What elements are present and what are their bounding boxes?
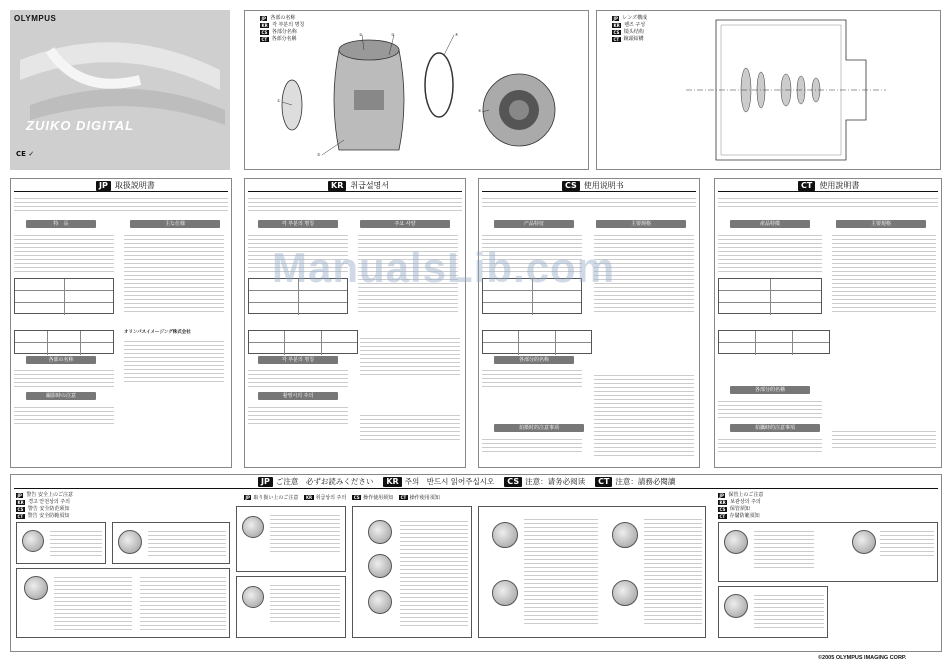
parts-names-pill: 각 부분의 명칭	[258, 356, 338, 364]
lens-illustration	[368, 554, 392, 578]
legend-text: 각 부분의 명칭	[272, 22, 305, 28]
legend-text: 警告 安全防範須知	[27, 513, 70, 519]
storage-text	[754, 528, 814, 568]
shooting-caution-pill: 촬영시의 주의	[258, 392, 338, 400]
lang-tag: KR	[383, 477, 401, 487]
copyright: ©2005 OLYMPUS IMAGING CORP.	[818, 655, 907, 661]
specs-text	[832, 232, 936, 312]
legend-text: 操作使用须知	[363, 495, 394, 501]
callout-1: ①	[277, 98, 281, 103]
compat-table	[248, 330, 358, 354]
parts-list	[248, 367, 348, 387]
lens-cross-section	[596, 10, 941, 170]
caution-text: 注意：請務必閱讀	[615, 477, 676, 486]
features-pill: 产品特征	[494, 220, 574, 228]
lang-tag: CS	[353, 494, 360, 500]
callout-4: ④	[455, 32, 459, 37]
compat-table	[14, 330, 114, 354]
specs-pill: 主要规格	[596, 220, 686, 228]
section-title: 취급설명서	[350, 181, 389, 190]
specs-pill: 主な仕様	[130, 220, 220, 228]
intro-text	[14, 195, 228, 213]
specs-pill: 주요 사양	[360, 220, 450, 228]
company-info	[124, 338, 224, 382]
lang-tag: JP	[245, 494, 250, 500]
lang-tag: JP	[17, 492, 22, 498]
divider	[14, 488, 938, 489]
caution-text: 注意：请务必阅读	[525, 477, 586, 486]
warning-text	[50, 528, 102, 558]
handling-caution-legend	[244, 494, 440, 501]
lang-tag: CS	[719, 506, 726, 512]
callout-5: ⑤	[317, 152, 321, 157]
certification-marks: CE ✓	[16, 150, 35, 158]
taiwan-contact	[832, 428, 936, 448]
parts-list	[482, 367, 582, 387]
lang-tag: CS	[562, 181, 580, 191]
spec-table	[14, 278, 114, 314]
storage-caution-legend	[718, 492, 763, 520]
lang-tag: KR	[328, 181, 346, 191]
shooting-caution-text	[14, 404, 114, 424]
cover-swirl-graphic	[10, 10, 230, 170]
features-text	[718, 232, 822, 274]
section-title: 使用说明书	[583, 181, 624, 190]
lens-illustration	[492, 580, 518, 606]
handling-text	[270, 582, 340, 622]
lens-illustration	[612, 580, 638, 606]
legend-text: 各部の名称	[270, 15, 296, 21]
lens-illustration	[612, 522, 638, 548]
parts-names-pill: 各部分的名称	[494, 356, 574, 364]
legend-text: 取り扱い上のご注意	[253, 495, 299, 501]
cs-section-header	[562, 180, 624, 191]
section-title: 取扱説明書	[114, 181, 155, 190]
lang-tag: KR	[613, 22, 620, 28]
legend-text: 취급상의 주의	[315, 495, 347, 501]
callout-2: ②	[359, 32, 363, 37]
lang-tag: CS	[17, 506, 24, 512]
lang-tag: JP	[719, 492, 724, 498]
lang-tag: KR	[261, 22, 268, 28]
korea-contact	[360, 412, 460, 442]
product-name: ZUIKO DIGITAL	[26, 118, 135, 133]
spec-table	[718, 278, 822, 314]
lens-illustration	[242, 516, 264, 538]
lens-illustration	[724, 530, 748, 554]
lang-tag: CT	[261, 36, 268, 42]
lang-tag: CT	[400, 494, 407, 500]
parts-names-pill: 各部分的名稱	[730, 386, 810, 394]
lens-illustration	[368, 590, 392, 614]
legend-text: レンズ構成	[622, 15, 648, 21]
specs-text	[124, 232, 224, 312]
legend-text: 存儲防範須知	[729, 513, 760, 519]
features-text	[14, 232, 114, 274]
lens-diagram	[244, 10, 589, 170]
lang-tag: JP	[613, 15, 618, 21]
lens-illustration	[492, 522, 518, 548]
lens-illustration	[724, 594, 748, 618]
ct-section-header	[798, 180, 859, 191]
legend-text: 鏡頭結構	[623, 36, 644, 42]
legend-text: 경고 안전상의 주의	[28, 499, 71, 505]
lens-illustration	[118, 530, 142, 554]
lens-illustration	[242, 586, 264, 608]
lang-tag: CT	[719, 513, 726, 519]
lens-illustration	[852, 530, 876, 554]
compat-table	[482, 330, 592, 354]
shooting-caution-pill: 拍摄时的注意事项	[494, 424, 584, 432]
brand-logo: OLYMPUS	[14, 14, 57, 23]
shooting-caution-pill: 撮影時の注意	[26, 392, 96, 400]
handling-text	[270, 512, 340, 552]
lang-tag: CS	[261, 29, 268, 35]
intro-text	[248, 195, 462, 213]
handling-text	[524, 516, 598, 626]
legend-text: 보관상의 주의	[730, 499, 761, 505]
company-info	[360, 335, 460, 377]
intro-text	[482, 195, 696, 209]
section-title: 使用說明書	[819, 181, 860, 190]
legend-text: 렌즈 구성	[624, 22, 646, 28]
lang-tag: KR	[719, 499, 726, 505]
legend-text: 镜头结构	[623, 29, 644, 35]
caution-header	[258, 476, 675, 487]
kr-section-header	[328, 180, 389, 191]
lang-tag: JP	[258, 477, 273, 487]
divider	[14, 191, 228, 192]
lens-illustration	[22, 530, 44, 552]
jp-section-header	[96, 180, 155, 191]
shooting-caution-text	[482, 436, 582, 452]
features-pill: 特 長	[26, 220, 96, 228]
lens-illustration	[24, 576, 48, 600]
lang-tag: CS	[613, 29, 620, 35]
shooting-caution-pill: 拍攝時的注意事項	[730, 424, 820, 432]
features-pill: 產品特徵	[730, 220, 810, 228]
company-name: オリンパスイメージング株式会社	[124, 330, 191, 335]
storage-text	[754, 592, 824, 630]
warning-text	[54, 574, 132, 630]
lang-tag: KR	[17, 499, 24, 505]
legend-text: 保管上のご注意	[728, 492, 764, 498]
storage-text	[880, 528, 934, 558]
lang-tag: CT	[595, 477, 612, 487]
callout-6: ⑥	[478, 108, 482, 113]
specs-pill: 主要規格	[836, 220, 926, 228]
caution-text: 주의 반드시 읽어주십시오	[404, 477, 495, 486]
lang-tag: CT	[17, 513, 24, 519]
divider	[248, 191, 462, 192]
watermark: ManualsLib.com	[272, 244, 616, 291]
parts-list	[14, 367, 114, 387]
lang-tag: CT	[798, 181, 815, 191]
compat-table	[718, 330, 830, 354]
intro-text	[718, 195, 938, 209]
lang-tag: JP	[96, 181, 111, 191]
warning-text	[148, 528, 226, 558]
legend-text: 警告 安全防范须知	[27, 506, 70, 512]
lang-tag: CS	[504, 477, 522, 487]
safety-warning-legend	[16, 492, 73, 520]
callout-3: ③	[391, 32, 395, 37]
lang-tag: CT	[613, 36, 620, 42]
warning-text	[140, 574, 226, 630]
legend-text: 各部分名稱	[271, 36, 297, 42]
lang-tag: JP	[261, 15, 266, 21]
handling-text	[644, 516, 702, 626]
shooting-caution-text	[718, 436, 822, 452]
cover-panel	[10, 10, 230, 170]
legend-text: 各部分名称	[271, 29, 297, 35]
legend-text: 操作使用須知	[409, 495, 440, 501]
legend-text: 保管须知	[729, 506, 750, 512]
parts-list	[718, 398, 822, 418]
handling-text	[400, 518, 468, 628]
parts-names-pill: 各部の名称	[26, 356, 96, 364]
divider	[482, 191, 696, 192]
caution-text: ご注意 必ずお読みください	[275, 477, 374, 486]
shooting-caution-text	[248, 404, 348, 424]
lang-tag: KR	[305, 494, 313, 500]
legend-text: 警告 安全上のご注意	[26, 492, 74, 498]
features-pill: 각 부분의 명칭	[258, 220, 338, 228]
china-contacts	[594, 372, 694, 456]
lens-illustration	[368, 520, 392, 544]
divider	[718, 191, 938, 192]
